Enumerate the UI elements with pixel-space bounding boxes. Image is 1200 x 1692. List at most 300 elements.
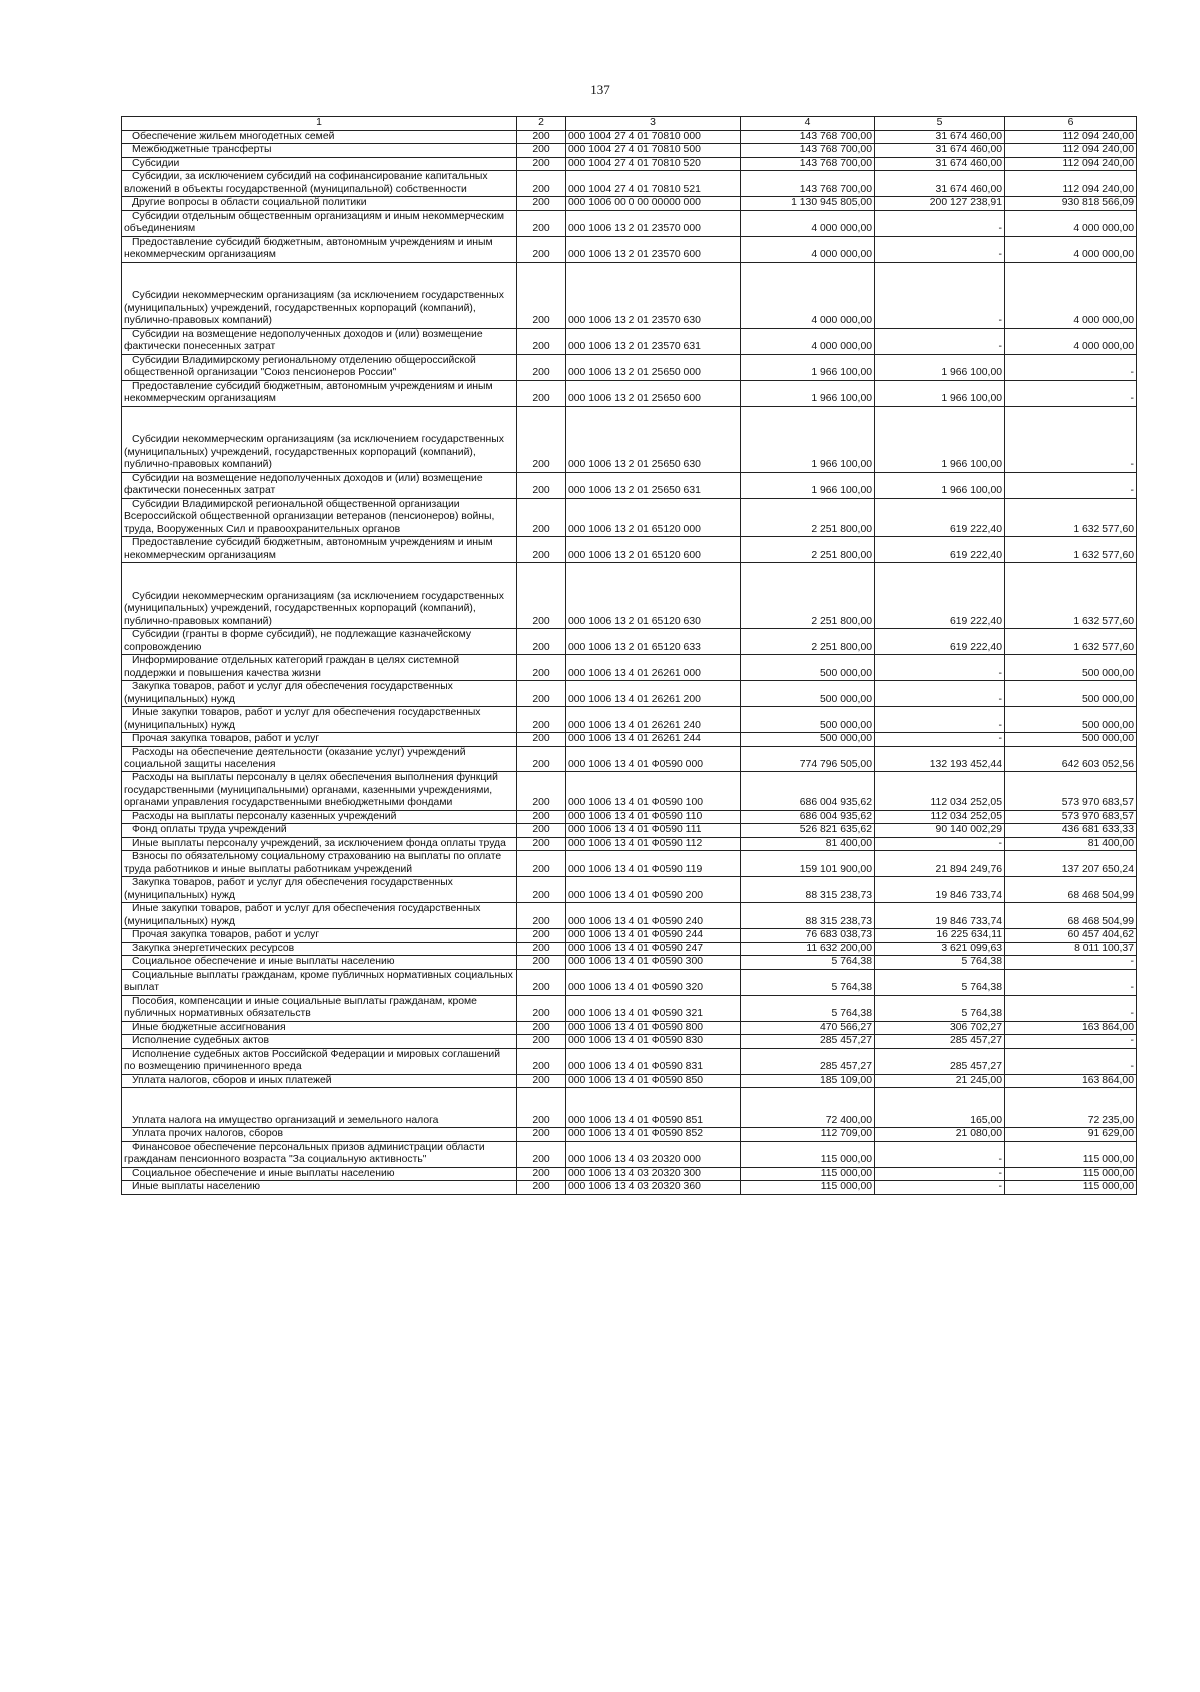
row-amount-col4: 143 768 700,00: [741, 131, 875, 144]
row-line-code: 200: [517, 877, 566, 903]
row-classification-code: 000 1006 13 4 01 26261 244: [566, 733, 741, 746]
row-line-code: 200: [517, 262, 566, 328]
row-amount-col6: -: [1005, 1048, 1137, 1074]
row-amount-col6: 4 000 000,00: [1005, 236, 1137, 262]
row-amount-col4: 285 457,27: [741, 1035, 875, 1048]
row-amount-col5: 619 222,40: [875, 537, 1005, 563]
table-row: [122, 969, 1137, 995]
table-row: [122, 772, 1137, 810]
row-line-code: 200: [517, 746, 566, 772]
row-amount-col4: 500 000,00: [741, 707, 875, 733]
row-amount-col5: 5 764,38: [875, 956, 1005, 969]
table-row: [122, 210, 1137, 236]
row-name: Финансовое обеспечение персональных призов администрации области гражданам пенсионного возраста "За социальную активность": [122, 1141, 517, 1167]
row-line-code: 200: [517, 197, 566, 210]
row-name: Расходы на обеспечение деятельности (оказание услуг) учреждений социальной защиты населения: [122, 746, 517, 772]
row-amount-col4: 115 000,00: [741, 1167, 875, 1180]
table-row: [122, 810, 1137, 823]
row-line-code: 200: [517, 629, 566, 655]
row-line-code: 200: [517, 406, 566, 472]
row-classification-code: 000 1006 13 2 01 65120 630: [566, 563, 741, 629]
row-classification-code: 000 1006 13 2 01 23570 600: [566, 236, 741, 262]
row-amount-col6: 573 970 683,57: [1005, 772, 1137, 810]
row-amount-col6: 68 468 504,99: [1005, 903, 1137, 929]
table-row: [122, 171, 1137, 197]
row-amount-col4: 1 966 100,00: [741, 380, 875, 406]
row-name: Предоставление субсидий бюджетным, автономным учреждениям и иным некоммерческим организациям: [122, 537, 517, 563]
row-line-code: 200: [517, 1167, 566, 1180]
row-amount-col5: 132 193 452,44: [875, 746, 1005, 772]
row-line-code: 200: [517, 144, 566, 157]
row-amount-col6: -: [1005, 995, 1137, 1021]
row-amount-col4: 1 966 100,00: [741, 354, 875, 380]
table-row: [122, 380, 1137, 406]
table-row: [122, 655, 1137, 681]
table-row: [122, 262, 1137, 328]
row-amount-col6: 81 400,00: [1005, 837, 1137, 850]
row-line-code: 200: [517, 157, 566, 170]
row-line-code: 200: [517, 1048, 566, 1074]
row-name: Субсидии на возмещение недополученных доходов и (или) возмещение фактически понесенных затрат: [122, 328, 517, 354]
table-row: [122, 1021, 1137, 1034]
row-amount-col6: 91 629,00: [1005, 1128, 1137, 1141]
table-row: [122, 903, 1137, 929]
row-classification-code: 000 1006 13 4 01 Ф0590 240: [566, 903, 741, 929]
row-classification-code: 000 1006 13 2 01 25650 630: [566, 406, 741, 472]
row-amount-col5: 285 457,27: [875, 1035, 1005, 1048]
row-amount-col4: 185 109,00: [741, 1074, 875, 1087]
row-amount-col5: 112 034 252,05: [875, 772, 1005, 810]
row-amount-col4: 470 566,27: [741, 1021, 875, 1034]
row-amount-col5: 21 080,00: [875, 1128, 1005, 1141]
row-amount-col4: 143 768 700,00: [741, 144, 875, 157]
row-amount-col6: 115 000,00: [1005, 1181, 1137, 1194]
row-amount-col6: 8 011 100,37: [1005, 942, 1137, 955]
row-classification-code: 000 1006 13 4 03 20320 300: [566, 1167, 741, 1180]
table-body: [122, 131, 1137, 1195]
row-name: Субсидии на возмещение недополученных доходов и (или) возмещение фактически понесенных затрат: [122, 472, 517, 498]
row-name: Субсидии: [122, 157, 517, 170]
row-line-code: 200: [517, 851, 566, 877]
row-line-code: 200: [517, 1141, 566, 1167]
row-line-code: 200: [517, 328, 566, 354]
row-line-code: 200: [517, 236, 566, 262]
row-amount-col5: 31 674 460,00: [875, 157, 1005, 170]
table-row: [122, 1141, 1137, 1167]
table-row: [122, 1167, 1137, 1180]
row-line-code: 200: [517, 131, 566, 144]
row-amount-col6: -: [1005, 406, 1137, 472]
row-amount-col5: -: [875, 236, 1005, 262]
row-name: Уплата прочих налогов, сборов: [122, 1128, 517, 1141]
row-amount-col6: 60 457 404,62: [1005, 929, 1137, 942]
row-classification-code: 000 1006 13 4 01 Ф0590 200: [566, 877, 741, 903]
row-amount-col6: 642 603 052,56: [1005, 746, 1137, 772]
row-amount-col6: 112 094 240,00: [1005, 171, 1137, 197]
row-amount-col4: 5 764,38: [741, 969, 875, 995]
row-name: Предоставление субсидий бюджетным, автономным учреждениям и иным некоммерческим организациям: [122, 380, 517, 406]
row-amount-col5: -: [875, 328, 1005, 354]
row-line-code: 200: [517, 956, 566, 969]
row-amount-col4: 285 457,27: [741, 1048, 875, 1074]
table-row: [122, 929, 1137, 942]
row-amount-col4: 143 768 700,00: [741, 157, 875, 170]
row-amount-col5: -: [875, 1141, 1005, 1167]
table-row: [122, 144, 1137, 157]
row-name: Фонд оплаты труда учреждений: [122, 824, 517, 837]
row-amount-col4: 2 251 800,00: [741, 629, 875, 655]
row-line-code: 200: [517, 929, 566, 942]
row-amount-col4: 500 000,00: [741, 681, 875, 707]
row-amount-col5: 21 894 249,76: [875, 851, 1005, 877]
row-classification-code: 000 1006 13 4 01 26261 240: [566, 707, 741, 733]
row-name: Закупка энергетических ресурсов: [122, 942, 517, 955]
table-row: [122, 824, 1137, 837]
row-amount-col6: 500 000,00: [1005, 733, 1137, 746]
row-amount-col6: 930 818 566,09: [1005, 197, 1137, 210]
row-classification-code: 000 1006 13 4 03 20320 360: [566, 1181, 741, 1194]
table-row: [122, 197, 1137, 210]
row-classification-code: 000 1006 13 4 01 26261 200: [566, 681, 741, 707]
row-line-code: 200: [517, 210, 566, 236]
row-name: Субсидии некоммерческим организациям (за исключением государственных (муниципальных) учреждений, государственных корпораций (компаний), публично-правовых компаний): [122, 406, 517, 472]
row-name: Информирование отдельных категорий граждан в целях системной поддержки и повышения качества жизни: [122, 655, 517, 681]
row-amount-col6: 573 970 683,57: [1005, 810, 1137, 823]
row-name: Иные закупки товаров, работ и услуг для обеспечения государственных (муниципальных) нужд: [122, 707, 517, 733]
row-name: Предоставление субсидий бюджетным, автономным учреждениям и иным некоммерческим организациям: [122, 236, 517, 262]
table-row: [122, 1074, 1137, 1087]
row-classification-code: 000 1006 13 2 01 25650 000: [566, 354, 741, 380]
row-name: Социальное обеспечение и иные выплаты населению: [122, 956, 517, 969]
row-line-code: 200: [517, 472, 566, 498]
row-name: Иные выплаты населению: [122, 1181, 517, 1194]
row-line-code: 200: [517, 354, 566, 380]
row-amount-col5: 90 140 002,29: [875, 824, 1005, 837]
column-header-2: 2: [517, 117, 566, 131]
row-amount-col4: 526 821 635,62: [741, 824, 875, 837]
row-name: Исполнение судебных актов: [122, 1035, 517, 1048]
row-amount-col6: 1 632 577,60: [1005, 563, 1137, 629]
table-row: [122, 537, 1137, 563]
row-amount-col5: 19 846 733,74: [875, 903, 1005, 929]
row-classification-code: 000 1006 13 4 01 Ф0590 112: [566, 837, 741, 850]
row-classification-code: 000 1006 13 4 01 Ф0590 321: [566, 995, 741, 1021]
row-line-code: 200: [517, 837, 566, 850]
row-amount-col5: 5 764,38: [875, 995, 1005, 1021]
row-classification-code: 000 1006 13 4 01 Ф0590 244: [566, 929, 741, 942]
row-amount-col6: 112 094 240,00: [1005, 144, 1137, 157]
row-line-code: 200: [517, 1088, 566, 1128]
row-amount-col5: 619 222,40: [875, 629, 1005, 655]
row-amount-col5: 306 702,27: [875, 1021, 1005, 1034]
row-amount-col5: 619 222,40: [875, 563, 1005, 629]
column-header-5: 5: [875, 117, 1005, 131]
table-row: [122, 733, 1137, 746]
row-amount-col6: 436 681 633,33: [1005, 824, 1137, 837]
row-classification-code: 000 1006 13 4 01 Ф0590 850: [566, 1074, 741, 1087]
row-amount-col4: 5 764,38: [741, 956, 875, 969]
row-amount-col4: 88 315 238,73: [741, 903, 875, 929]
column-header-1: 1: [122, 117, 517, 131]
row-classification-code: 000 1004 27 4 01 70810 521: [566, 171, 741, 197]
row-name: Уплата налога на имущество организаций и земельного налога: [122, 1088, 517, 1128]
row-amount-col5: 1 966 100,00: [875, 472, 1005, 498]
column-header-3: 3: [566, 117, 741, 131]
row-amount-col5: -: [875, 681, 1005, 707]
row-classification-code: 000 1006 13 4 03 20320 000: [566, 1141, 741, 1167]
row-amount-col6: 500 000,00: [1005, 681, 1137, 707]
row-amount-col5: 5 764,38: [875, 969, 1005, 995]
row-amount-col6: 112 094 240,00: [1005, 157, 1137, 170]
row-line-code: 200: [517, 824, 566, 837]
row-line-code: 200: [517, 537, 566, 563]
row-amount-col4: 72 400,00: [741, 1088, 875, 1128]
row-classification-code: 000 1006 13 4 01 Ф0590 100: [566, 772, 741, 810]
row-line-code: 200: [517, 969, 566, 995]
row-name: Прочая закупка товаров, работ и услуг: [122, 733, 517, 746]
row-line-code: 200: [517, 655, 566, 681]
row-classification-code: 000 1006 13 4 01 26261 000: [566, 655, 741, 681]
row-amount-col5: 1 966 100,00: [875, 354, 1005, 380]
row-name: Субсидии (гранты в форме субсидий), не подлежащие казначейскому сопровождению: [122, 629, 517, 655]
row-amount-col5: 112 034 252,05: [875, 810, 1005, 823]
row-line-code: 200: [517, 1128, 566, 1141]
row-amount-col5: 21 245,00: [875, 1074, 1005, 1087]
row-name: Субсидии, за исключением субсидий на софинансирование капитальных вложений в объекты государственной (муниципальной) собственности: [122, 171, 517, 197]
row-amount-col6: 115 000,00: [1005, 1141, 1137, 1167]
table-row: [122, 851, 1137, 877]
table-row: [122, 472, 1137, 498]
row-name: Другие вопросы в области социальной политики: [122, 197, 517, 210]
row-amount-col4: 2 251 800,00: [741, 537, 875, 563]
row-amount-col4: 686 004 935,62: [741, 810, 875, 823]
row-amount-col5: -: [875, 655, 1005, 681]
table-row: [122, 354, 1137, 380]
row-amount-col4: 686 004 935,62: [741, 772, 875, 810]
row-line-code: 200: [517, 171, 566, 197]
row-amount-col6: 1 632 577,60: [1005, 629, 1137, 655]
row-amount-col4: 115 000,00: [741, 1141, 875, 1167]
row-name: Иные бюджетные ассигнования: [122, 1021, 517, 1034]
row-amount-col4: 143 768 700,00: [741, 171, 875, 197]
table-row: [122, 1128, 1137, 1141]
row-amount-col4: 4 000 000,00: [741, 236, 875, 262]
row-classification-code: 000 1006 13 2 01 65120 000: [566, 498, 741, 536]
row-amount-col4: 88 315 238,73: [741, 877, 875, 903]
row-name: Субсидии Владимирской региональной общественной организации Всероссийской общественной организации ветеранов (пенсионеров) войны, труда, Вооруженных Сил и правоохранительных органов: [122, 498, 517, 536]
row-classification-code: 000 1004 27 4 01 70810 000: [566, 131, 741, 144]
row-amount-col5: 1 966 100,00: [875, 380, 1005, 406]
row-line-code: 200: [517, 772, 566, 810]
row-amount-col5: 165,00: [875, 1088, 1005, 1128]
row-amount-col6: 115 000,00: [1005, 1167, 1137, 1180]
row-name: Взносы по обязательному социальному страхованию на выплаты по оплате труда работников и иные выплаты работникам учреждений: [122, 851, 517, 877]
row-name: Расходы на выплаты персоналу казенных учреждений: [122, 810, 517, 823]
row-line-code: 200: [517, 1181, 566, 1194]
row-amount-col4: 2 251 800,00: [741, 563, 875, 629]
row-amount-col6: 163 864,00: [1005, 1021, 1137, 1034]
row-amount-col6: 500 000,00: [1005, 707, 1137, 733]
row-amount-col5: 285 457,27: [875, 1048, 1005, 1074]
table-row: [122, 707, 1137, 733]
table-row: [122, 942, 1137, 955]
row-line-code: 200: [517, 1074, 566, 1087]
column-header-6: 6: [1005, 117, 1137, 131]
row-amount-col6: 1 632 577,60: [1005, 537, 1137, 563]
row-amount-col5: -: [875, 1167, 1005, 1180]
row-amount-col5: 31 674 460,00: [875, 171, 1005, 197]
row-classification-code: 000 1006 13 4 01 Ф0590 831: [566, 1048, 741, 1074]
row-name: Иные выплаты персоналу учреждений, за исключением фонда оплаты труда: [122, 837, 517, 850]
row-amount-col5: -: [875, 262, 1005, 328]
row-line-code: 200: [517, 1021, 566, 1034]
row-line-code: 200: [517, 810, 566, 823]
row-classification-code: 000 1006 13 2 01 23570 631: [566, 328, 741, 354]
row-amount-col5: -: [875, 707, 1005, 733]
row-amount-col4: 1 966 100,00: [741, 406, 875, 472]
row-classification-code: 000 1006 13 4 01 Ф0590 800: [566, 1021, 741, 1034]
row-classification-code: 000 1004 27 4 01 70810 520: [566, 157, 741, 170]
row-amount-col6: -: [1005, 1035, 1137, 1048]
row-amount-col5: 19 846 733,74: [875, 877, 1005, 903]
row-line-code: 200: [517, 1035, 566, 1048]
row-amount-col4: 5 764,38: [741, 995, 875, 1021]
row-amount-col6: -: [1005, 354, 1137, 380]
row-classification-code: 000 1006 13 4 01 Ф0590 320: [566, 969, 741, 995]
row-name: Социальное обеспечение и иные выплаты населению: [122, 1167, 517, 1180]
row-line-code: 200: [517, 681, 566, 707]
row-amount-col5: -: [875, 837, 1005, 850]
row-amount-col6: -: [1005, 956, 1137, 969]
table-row: [122, 877, 1137, 903]
table-header-row: [122, 117, 1137, 131]
row-amount-col4: 500 000,00: [741, 733, 875, 746]
row-amount-col4: 1 966 100,00: [741, 472, 875, 498]
column-header-4: 4: [741, 117, 875, 131]
table-row: [122, 681, 1137, 707]
row-amount-col5: -: [875, 210, 1005, 236]
row-classification-code: 000 1006 13 4 01 Ф0590 000: [566, 746, 741, 772]
page-number: 137: [590, 82, 610, 97]
row-amount-col6: 137 207 650,24: [1005, 851, 1137, 877]
row-amount-col5: 1 966 100,00: [875, 406, 1005, 472]
table-row: [122, 406, 1137, 472]
row-amount-col6: 72 235,00: [1005, 1088, 1137, 1128]
table-row: [122, 1035, 1137, 1048]
row-name: Расходы на выплаты персоналу в целях обеспечения выполнения функций государственными (муниципальными) органами, казенными учреждениями, органами управления государственными внебюджетными фондами: [122, 772, 517, 810]
row-name: Социальные выплаты гражданам, кроме публичных нормативных социальных выплат: [122, 969, 517, 995]
table-row: [122, 1088, 1137, 1128]
table-row: [122, 157, 1137, 170]
row-amount-col5: -: [875, 1181, 1005, 1194]
row-amount-col6: 500 000,00: [1005, 655, 1137, 681]
table-row: [122, 498, 1137, 536]
table-row: [122, 328, 1137, 354]
table-row: [122, 746, 1137, 772]
row-line-code: 200: [517, 498, 566, 536]
row-amount-col5: 31 674 460,00: [875, 144, 1005, 157]
row-amount-col4: 774 796 505,00: [741, 746, 875, 772]
row-line-code: 200: [517, 942, 566, 955]
row-line-code: 200: [517, 733, 566, 746]
table-row: [122, 956, 1137, 969]
row-name: Иные закупки товаров, работ и услуг для обеспечения государственных (муниципальных) нужд: [122, 903, 517, 929]
row-amount-col4: 2 251 800,00: [741, 498, 875, 536]
row-classification-code: 000 1006 13 2 01 65120 600: [566, 537, 741, 563]
row-amount-col6: 4 000 000,00: [1005, 210, 1137, 236]
row-amount-col6: -: [1005, 472, 1137, 498]
row-classification-code: 000 1006 13 4 01 Ф0590 110: [566, 810, 741, 823]
table-row: [122, 131, 1137, 144]
row-amount-col5: 200 127 238,91: [875, 197, 1005, 210]
row-classification-code: 000 1006 13 2 01 25650 600: [566, 380, 741, 406]
row-classification-code: 000 1006 13 4 01 Ф0590 851: [566, 1088, 741, 1128]
row-amount-col5: 619 222,40: [875, 498, 1005, 536]
table-row: [122, 629, 1137, 655]
row-line-code: 200: [517, 995, 566, 1021]
table-row: [122, 236, 1137, 262]
row-amount-col4: 112 709,00: [741, 1128, 875, 1141]
row-amount-col6: -: [1005, 969, 1137, 995]
row-amount-col6: 1 632 577,60: [1005, 498, 1137, 536]
row-amount-col4: 1 130 945 805,00: [741, 197, 875, 210]
row-name: Субсидии отдельным общественным организациям и иным некоммерческим объединениям: [122, 210, 517, 236]
budget-table: [121, 116, 1137, 1195]
row-classification-code: 000 1006 13 2 01 25650 631: [566, 472, 741, 498]
row-name: Закупка товаров, работ и услуг для обеспечения государственных (муниципальных) нужд: [122, 877, 517, 903]
row-amount-col4: 159 101 900,00: [741, 851, 875, 877]
row-name: Закупка товаров, работ и услуг для обеспечения государственных (муниципальных) нужд: [122, 681, 517, 707]
row-classification-code: 000 1006 13 4 01 Ф0590 852: [566, 1128, 741, 1141]
row-line-code: 200: [517, 380, 566, 406]
row-name: Прочая закупка товаров, работ и услуг: [122, 929, 517, 942]
row-name: Пособия, компенсации и иные социальные выплаты гражданам, кроме публичных нормативных обязательств: [122, 995, 517, 1021]
row-amount-col4: 500 000,00: [741, 655, 875, 681]
row-name: Исполнение судебных актов Российской Федерации и мировых соглашений по возмещению причиненного вреда: [122, 1048, 517, 1074]
table-row: [122, 837, 1137, 850]
table-row: [122, 1181, 1137, 1194]
row-classification-code: 000 1006 13 2 01 23570 630: [566, 262, 741, 328]
table-row: [122, 563, 1137, 629]
row-amount-col6: 112 094 240,00: [1005, 131, 1137, 144]
row-classification-code: 000 1006 13 4 01 Ф0590 119: [566, 851, 741, 877]
table-row: [122, 995, 1137, 1021]
row-line-code: 200: [517, 707, 566, 733]
row-line-code: 200: [517, 903, 566, 929]
row-line-code: 200: [517, 563, 566, 629]
row-amount-col5: 31 674 460,00: [875, 131, 1005, 144]
row-amount-col4: 4 000 000,00: [741, 210, 875, 236]
row-amount-col6: 4 000 000,00: [1005, 262, 1137, 328]
row-classification-code: 000 1006 13 2 01 65120 633: [566, 629, 741, 655]
row-amount-col5: 3 621 099,63: [875, 942, 1005, 955]
row-classification-code: 000 1006 00 0 00 00000 000: [566, 197, 741, 210]
row-amount-col6: 4 000 000,00: [1005, 328, 1137, 354]
row-amount-col4: 115 000,00: [741, 1181, 875, 1194]
row-amount-col4: 76 683 038,73: [741, 929, 875, 942]
row-name: Субсидии Владимирскому региональному отделению общероссийской общественной организации "Союз пенсионеров России": [122, 354, 517, 380]
row-classification-code: 000 1006 13 4 01 Ф0590 247: [566, 942, 741, 955]
row-amount-col4: 4 000 000,00: [741, 328, 875, 354]
row-amount-col4: 4 000 000,00: [741, 262, 875, 328]
row-name: Обеспечение жильем многодетных семей: [122, 131, 517, 144]
row-classification-code: 000 1006 13 2 01 23570 000: [566, 210, 741, 236]
row-classification-code: 000 1004 27 4 01 70810 500: [566, 144, 741, 157]
row-name: Субсидии некоммерческим организациям (за исключением государственных (муниципальных) учреждений, государственных корпораций (компаний), публично-правовых компаний): [122, 563, 517, 629]
row-amount-col4: 81 400,00: [741, 837, 875, 850]
row-classification-code: 000 1006 13 4 01 Ф0590 111: [566, 824, 741, 837]
row-amount-col6: 163 864,00: [1005, 1074, 1137, 1087]
